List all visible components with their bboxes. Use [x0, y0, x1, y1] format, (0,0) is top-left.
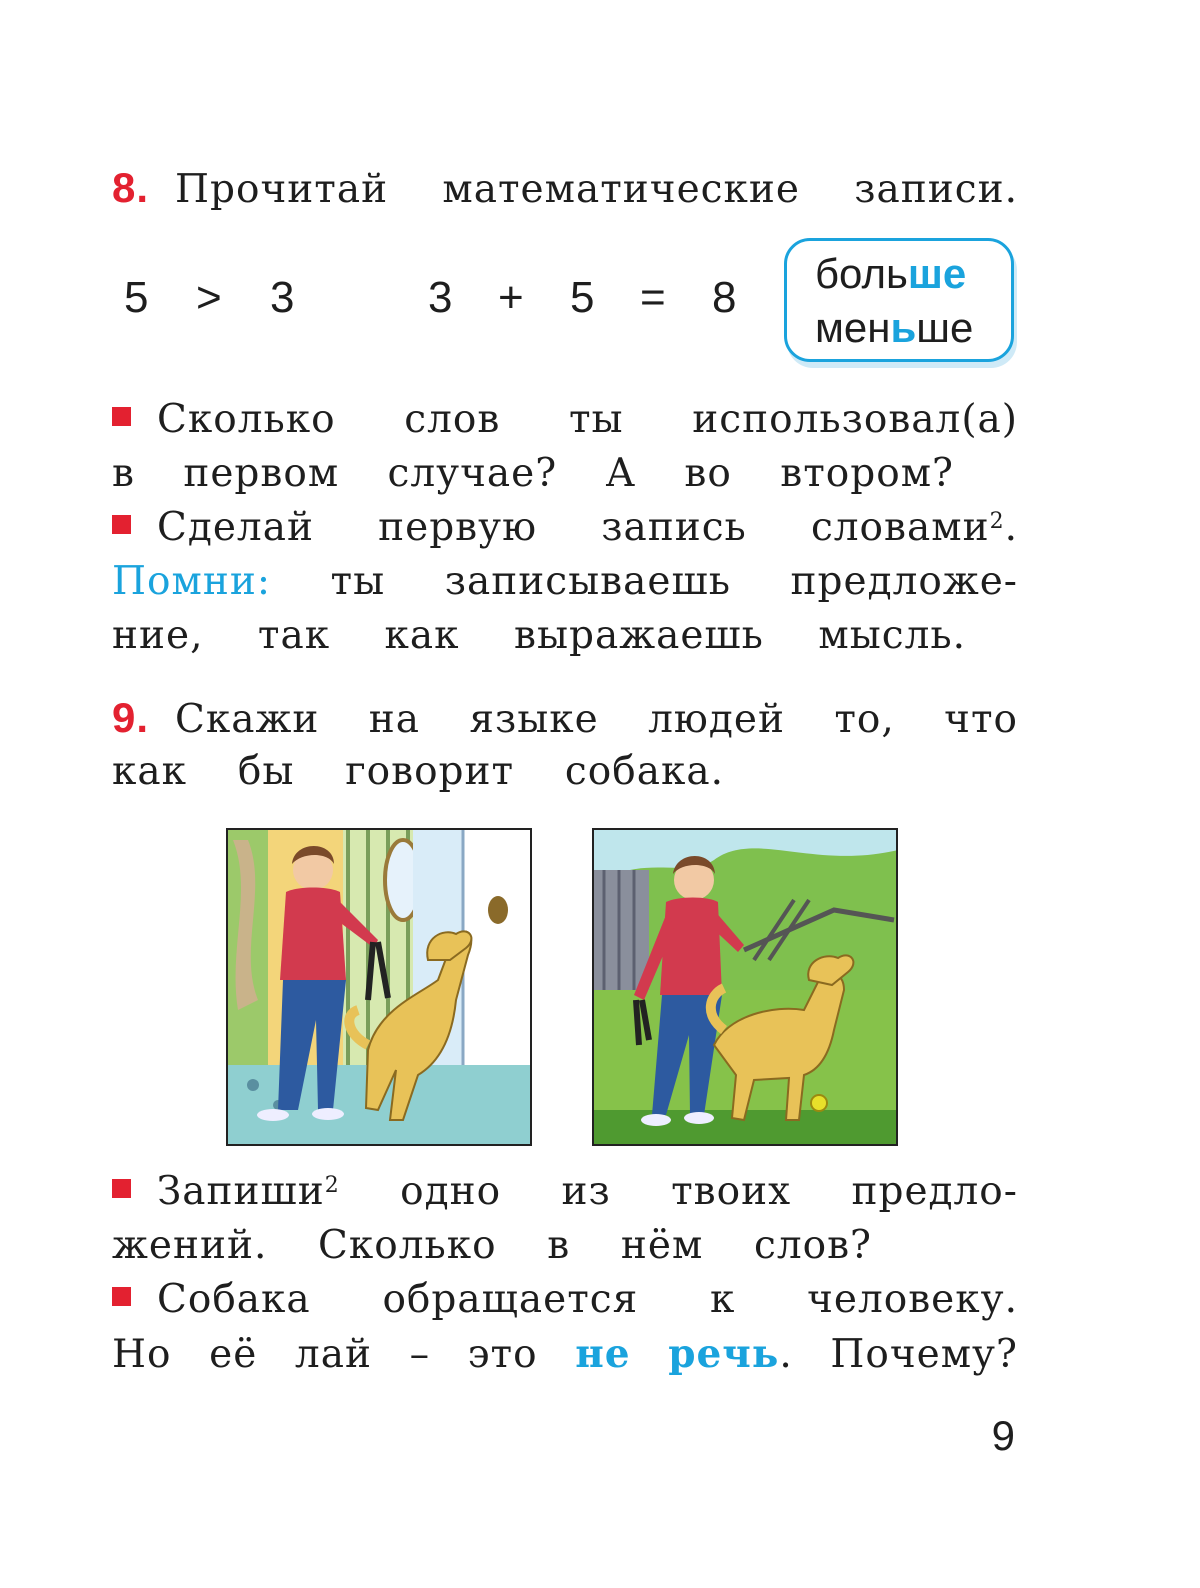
math-token: = [640, 273, 666, 322]
word: нём [620, 1223, 704, 1268]
word: твоих [671, 1169, 792, 1214]
word: Скажи [175, 697, 320, 742]
math-token: + [498, 273, 524, 322]
word: Сколько [157, 397, 336, 442]
word: случае? [387, 451, 558, 496]
word: обращается [382, 1277, 639, 1322]
word: записываешь [444, 559, 731, 604]
word: Но [112, 1332, 172, 1377]
task9-title-line1 [112, 690, 1018, 746]
page-number: 9 [991, 1412, 1015, 1459]
highlight-word: речь [668, 1331, 780, 1377]
word: слов? [753, 1223, 872, 1268]
word: Почему? [830, 1332, 1018, 1377]
word-part: боль [815, 250, 908, 297]
word: первом [183, 451, 340, 496]
word: человеку. [807, 1277, 1018, 1322]
math-token: 3 [270, 273, 295, 322]
word: в [547, 1223, 571, 1268]
dash: – [409, 1332, 431, 1377]
punctuation: . [779, 1332, 793, 1377]
dog-in-yard-drawing [594, 830, 898, 1144]
word: одно [400, 1169, 502, 1214]
punctuation: . [1004, 505, 1018, 550]
word: мысль. [818, 613, 966, 658]
word: записи. [854, 167, 1018, 212]
word-part-highlight: ш [907, 250, 943, 297]
word: Сделай [157, 505, 314, 550]
word: лай [294, 1332, 372, 1377]
word-part: ше [916, 304, 974, 351]
word: предложе- [790, 559, 1018, 604]
task9-question2-line2 [112, 1326, 1018, 1382]
word: первую [378, 505, 538, 550]
task8-question2 [112, 500, 1018, 556]
word: во [684, 451, 732, 496]
word: говорит [345, 749, 515, 794]
bullet-icon [112, 1179, 131, 1198]
word-part-highlight: е [942, 250, 967, 297]
task8-remember-line1 [112, 554, 1018, 610]
word: Прочитай [175, 167, 389, 212]
vocab-word-menshe [815, 303, 973, 353]
word: бы [237, 749, 295, 794]
vocab-word-bolshe [815, 249, 966, 299]
task8-question1-line1 [112, 392, 1018, 448]
word-part: мен [815, 304, 891, 351]
footnote-mark: 2 [989, 509, 1005, 534]
task8-question1-line2 [112, 446, 954, 502]
task9-title-line2 [112, 744, 724, 800]
word: собака. [564, 749, 724, 794]
word: втором? [780, 451, 954, 496]
word: словами [810, 505, 990, 550]
bullet-icon [112, 407, 131, 426]
task8-title [112, 160, 1018, 216]
word: А [605, 451, 637, 496]
highlight-word: не [575, 1331, 631, 1377]
math-token: 8 [712, 273, 737, 322]
task9-number: 9. [112, 694, 150, 741]
remember-label: Помни: [112, 559, 271, 604]
math-token: > [196, 273, 222, 322]
word: слов [404, 397, 501, 442]
math-token: 5 [124, 273, 149, 322]
math-token: 5 [570, 273, 595, 322]
word: людей [648, 697, 785, 742]
bullet-icon [112, 1287, 131, 1306]
word: так [257, 613, 331, 658]
word: как [112, 749, 188, 794]
word: Сколько [318, 1223, 497, 1268]
word: ние, [112, 613, 204, 658]
task8-remember-line2 [112, 608, 966, 664]
word: на [368, 697, 420, 742]
word: Собака [157, 1277, 311, 1322]
word: к [709, 1277, 736, 1322]
word: ты [568, 397, 624, 442]
word: в [112, 451, 135, 496]
illustration-dog-at-door [226, 828, 532, 1146]
word: математические [442, 167, 800, 212]
word: это [467, 1332, 538, 1377]
task9-question2-line1 [112, 1272, 1018, 1328]
math-token: 3 [428, 273, 453, 322]
word: её [209, 1332, 258, 1377]
task9-question1-line2 [112, 1218, 872, 1274]
bullet-icon [112, 515, 131, 534]
word: то, [834, 697, 895, 742]
word: выражаешь [514, 613, 764, 658]
word: что [944, 697, 1018, 742]
word: из [561, 1169, 611, 1214]
word: использовал(а) [692, 397, 1018, 442]
word: как [384, 613, 460, 658]
word: Запиши [157, 1169, 325, 1214]
illustration-dog-in-yard [592, 828, 898, 1146]
word: ты [330, 559, 386, 604]
vocabulary-card [784, 238, 1014, 362]
word: предло- [851, 1169, 1018, 1214]
word-part-highlight: ь [890, 304, 917, 351]
word: запись [601, 505, 747, 550]
word: языке [469, 697, 599, 742]
task8-number: 8. [112, 164, 150, 211]
task9-question1-line1 [112, 1164, 1018, 1220]
dog-at-door-drawing [228, 830, 530, 1144]
word: жений. [112, 1223, 268, 1268]
footnote-mark: 2 [324, 1173, 340, 1198]
